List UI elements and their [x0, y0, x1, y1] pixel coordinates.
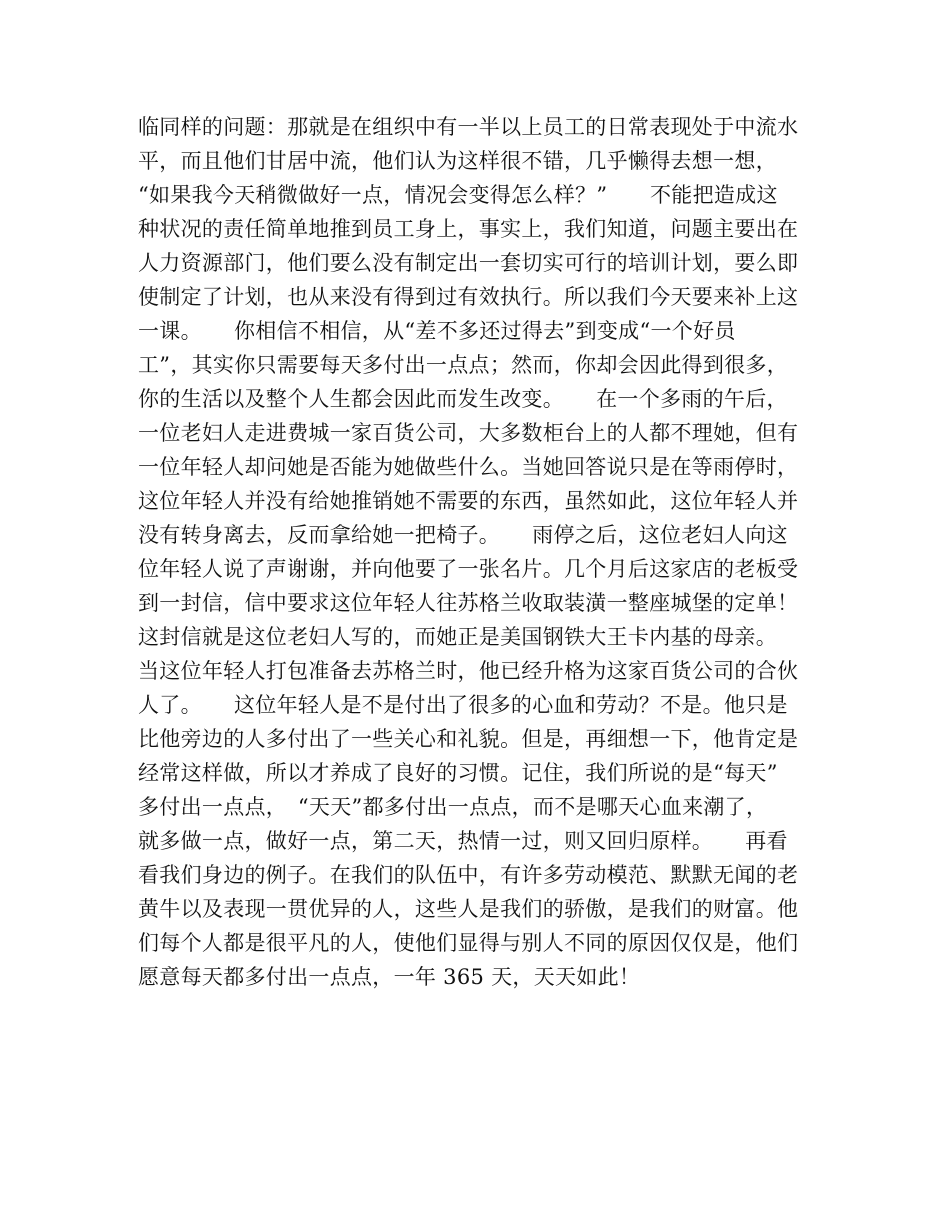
text-line-24: 黄牛以及表现一贯优异的人，这些人是我们的骄傲，是我们的财富。他 — [138, 897, 799, 921]
text-line-7: 一课。 你相信不相信，从“差不多还过得去”到变成“一个好员 — [138, 319, 736, 343]
text-line-12: 这位年轻人并没有给她推销她不需要的东西，虽然如此，这位年轻人并 — [138, 489, 799, 513]
text-line-21: 多付出一点点， “天天”都多付出一点点，而不是哪天心血来潮了， — [138, 795, 768, 819]
text-line-20: 经常这样做，所以才养成了良好的习惯。记住，我们所说的是“每天” — [138, 761, 778, 785]
text-line-16: 这封信就是这位老妇人写的，而她正是美国钢铁大王卡内基的母亲。 — [138, 625, 777, 649]
text-line-18: 人了。 这位年轻人是不是付出了很多的心血和劳动？不是。他只是 — [138, 693, 788, 717]
text-line-9: 你的生活以及整个人生都会因此而发生改变。 在一个多雨的午后， — [138, 387, 788, 411]
text-line-1: 临同样的问题：那就是在组织中有一半以上员工的日常表现处于中流水 — [138, 115, 799, 139]
text-line-26: 愿意每天都多付出一点点，一年 365 天，天天如此！ — [138, 965, 641, 989]
text-line-19: 比他旁边的人多付出了一些关心和礼貌。但是，再细想一下，他肯定是 — [138, 727, 799, 751]
text-line-23: 看我们身边的例子。在我们的队伍中，有许多劳动模范、默默无闻的老 — [138, 863, 799, 887]
text-line-13: 没有转身离去，反而拿给她一把椅子。 雨停之后，这位老妇人向这 — [138, 523, 788, 547]
text-line-17: 当这位年轻人打包准备去苏格兰时，他已经升格为这家百货公司的合伙 — [138, 659, 799, 683]
text-line-3: “如果我今天稍微做好一点，情况会变得怎么样？” 不能把造成这 — [138, 183, 778, 207]
text-line-14: 位年轻人说了声谢谢，并向他要了一张名片。几个月后这家店的老板受 — [138, 557, 799, 581]
text-line-5: 人力资源部门，他们要么没有制定出一套切实可行的培训计划，要么即 — [138, 251, 799, 275]
text-line-25: 们每个人都是很平凡的人，使他们显得与别人不同的原因仅仅是，他们 — [138, 931, 799, 955]
text-line-2: 平，而且他们甘居中流，他们认为这样很不错，几乎懒得去想一想， — [138, 149, 777, 173]
text-line-11: 一位年轻人却问她是否能为她做些什么。当她回答说只是在等雨停时， — [138, 455, 799, 479]
text-line-10: 一位老妇人走进费城一家百货公司，大多数柜台上的人都不理她，但有 — [138, 421, 799, 445]
text-line-6: 使制定了计划，也从来没有得到过有效执行。所以我们今天要来补上这 — [138, 285, 799, 309]
text-line-22: 就多做一点，做好一点，第二天，热情一过，则又回归原样。 再看 — [138, 829, 788, 853]
body-text — [138, 110, 818, 994]
text-line-4: 种状况的责任简单地推到员工身上，事实上，我们知道，问题主要出在 — [138, 217, 799, 241]
text-line-8: 工”，其实你只需要每天多付出一点点；然而，你却会因此得到很多， — [138, 353, 789, 377]
text-line-15: 到一封信，信中要求这位年轻人往苏格兰收取装潢一整座城堡的定单！ — [138, 591, 799, 615]
